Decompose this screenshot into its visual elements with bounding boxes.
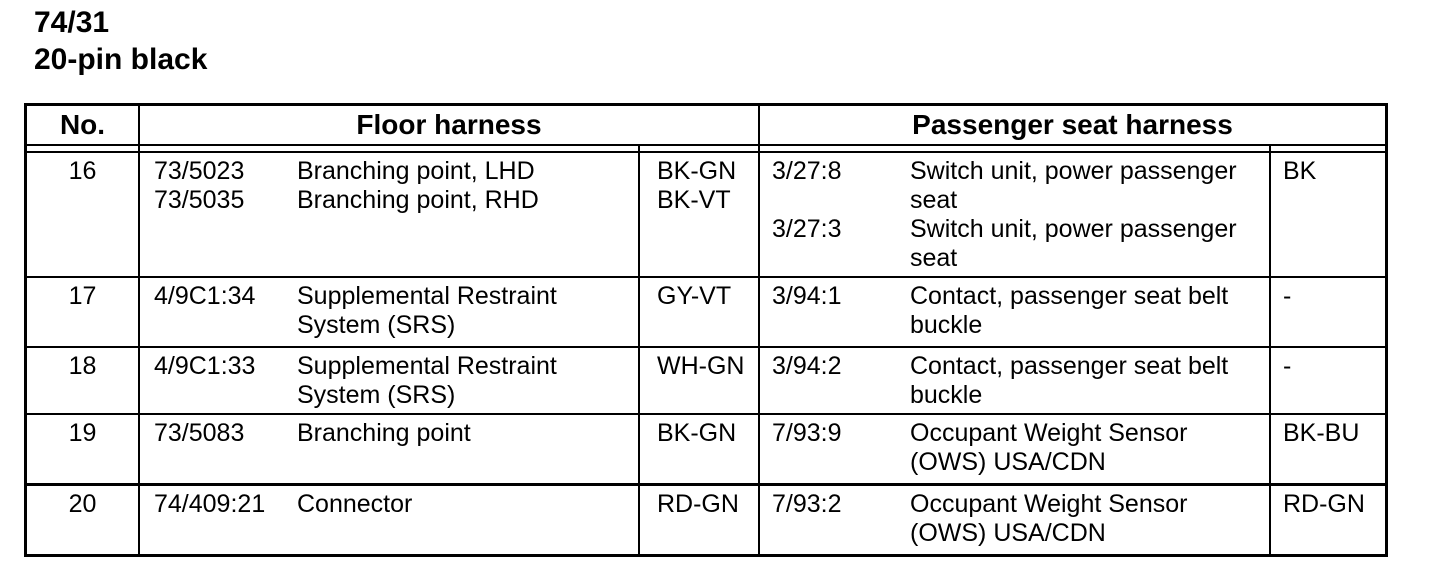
floor-wire-color-cell [640, 348, 760, 413]
component-code: 73/5083 [154, 419, 245, 447]
divider-segment [140, 146, 640, 151]
component-code: 3/94:2 [772, 352, 842, 380]
component-description: Connector [297, 490, 413, 518]
connector-id: 74/31 [34, 6, 110, 39]
floor-harness-cell [140, 486, 640, 554]
harness-entry [760, 157, 1269, 215]
harness-entry [760, 215, 1269, 273]
divider-segment [760, 146, 1271, 151]
floor-harness-cell [140, 415, 640, 483]
table-row [27, 278, 1385, 348]
table-row [27, 486, 1385, 554]
passenger-harness-cell [760, 153, 1271, 276]
component-description: Branching point, LHD [297, 157, 535, 185]
passenger-harness-cell [760, 415, 1271, 483]
table-row [27, 153, 1385, 278]
passenger-wire-color-cell [1271, 278, 1385, 346]
table-row [27, 415, 1385, 486]
harness-entry [760, 490, 1269, 548]
component-code: 4/9C1:33 [154, 352, 256, 380]
header-floor-harness: Floor harness [140, 106, 760, 144]
harness-entry [140, 419, 638, 448]
wire-color: - [1283, 282, 1292, 310]
floor-harness-cell [140, 153, 640, 276]
harness-entry [760, 419, 1269, 477]
component-code: 7/93:9 [772, 419, 842, 447]
passenger-wire-color-cell [1271, 153, 1385, 276]
passenger-harness-cell [760, 348, 1271, 413]
floor-wire-color-cell [640, 415, 760, 483]
component-description: Occupant Weight Sensor (OWS) USA/CDN [910, 490, 1188, 547]
passenger-wire-color-cell [1271, 486, 1385, 554]
divider-segment [1271, 146, 1385, 151]
floor-wire-color-cell [640, 278, 760, 346]
harness-entry [140, 282, 638, 340]
harness-entry [140, 490, 638, 519]
pin-number: 16 [27, 153, 140, 276]
harness-entry [140, 186, 638, 215]
header-divider [27, 146, 1385, 153]
header-passenger-seat-harness: Passenger seat harness [912, 109, 1233, 140]
component-description: Occupant Weight Sensor (OWS) USA/CDN [910, 419, 1188, 476]
divider-segment [640, 146, 760, 151]
harness-entry [140, 352, 638, 410]
component-description: Branching point, RHD [297, 186, 539, 214]
component-code: 3/27:3 [772, 215, 842, 243]
wire-color: GY-VT [657, 282, 732, 310]
table-row [27, 348, 1385, 415]
passenger-wire-color-cell [1271, 415, 1385, 483]
connector-type: 20-pin black [34, 43, 208, 76]
component-code: 3/94:1 [772, 282, 842, 310]
pin-number: 18 [27, 348, 140, 413]
connector-pin-table [24, 103, 1388, 557]
floor-wire-color-cell [640, 153, 760, 276]
table-header-row [27, 106, 1385, 146]
component-code: 73/5035 [154, 186, 245, 214]
wire-color: RD-GN [1283, 490, 1365, 518]
component-description: Supplemental Restraint System (SRS) [297, 352, 557, 409]
floor-harness-cell [140, 348, 640, 413]
component-description: Contact, passenger seat belt buckle [910, 352, 1229, 409]
wire-color: WH-GN [657, 352, 745, 380]
wire-color: BK-VT [657, 186, 731, 214]
floor-wire-color-cell [640, 486, 760, 554]
component-description: Switch unit, power passenger seat [910, 215, 1237, 272]
passenger-wire-color-cell [1271, 348, 1385, 413]
passenger-harness-cell [760, 278, 1271, 346]
wire-color: - [1283, 352, 1292, 380]
component-description: Contact, passenger seat belt buckle [910, 282, 1229, 339]
component-code: 73/5023 [154, 157, 245, 185]
header-no: No. [27, 106, 140, 144]
wire-color: BK-GN [657, 419, 737, 447]
harness-entry [140, 157, 638, 186]
component-code: 4/9C1:34 [154, 282, 256, 310]
wire-color: BK-BU [1283, 419, 1360, 447]
component-description: Switch unit, power passenger seat [910, 157, 1237, 214]
component-description: Supplemental Restraint System (SRS) [297, 282, 557, 339]
component-code: 74/409:21 [154, 490, 266, 518]
pin-number: 20 [27, 486, 140, 554]
pin-number: 19 [27, 415, 140, 483]
harness-entry [760, 352, 1269, 410]
floor-harness-cell [140, 278, 640, 346]
component-code: 7/93:2 [772, 490, 842, 518]
divider-segment [27, 146, 140, 151]
page-title [34, 4, 207, 78]
component-description: Branching point [297, 419, 471, 447]
harness-entry [760, 282, 1269, 340]
wire-color: RD-GN [657, 490, 739, 518]
pin-number: 17 [27, 278, 140, 346]
passenger-harness-cell [760, 486, 1271, 554]
wire-color: BK-GN [657, 157, 737, 185]
wire-color: BK [1283, 157, 1317, 185]
component-code: 3/27:8 [772, 157, 842, 185]
